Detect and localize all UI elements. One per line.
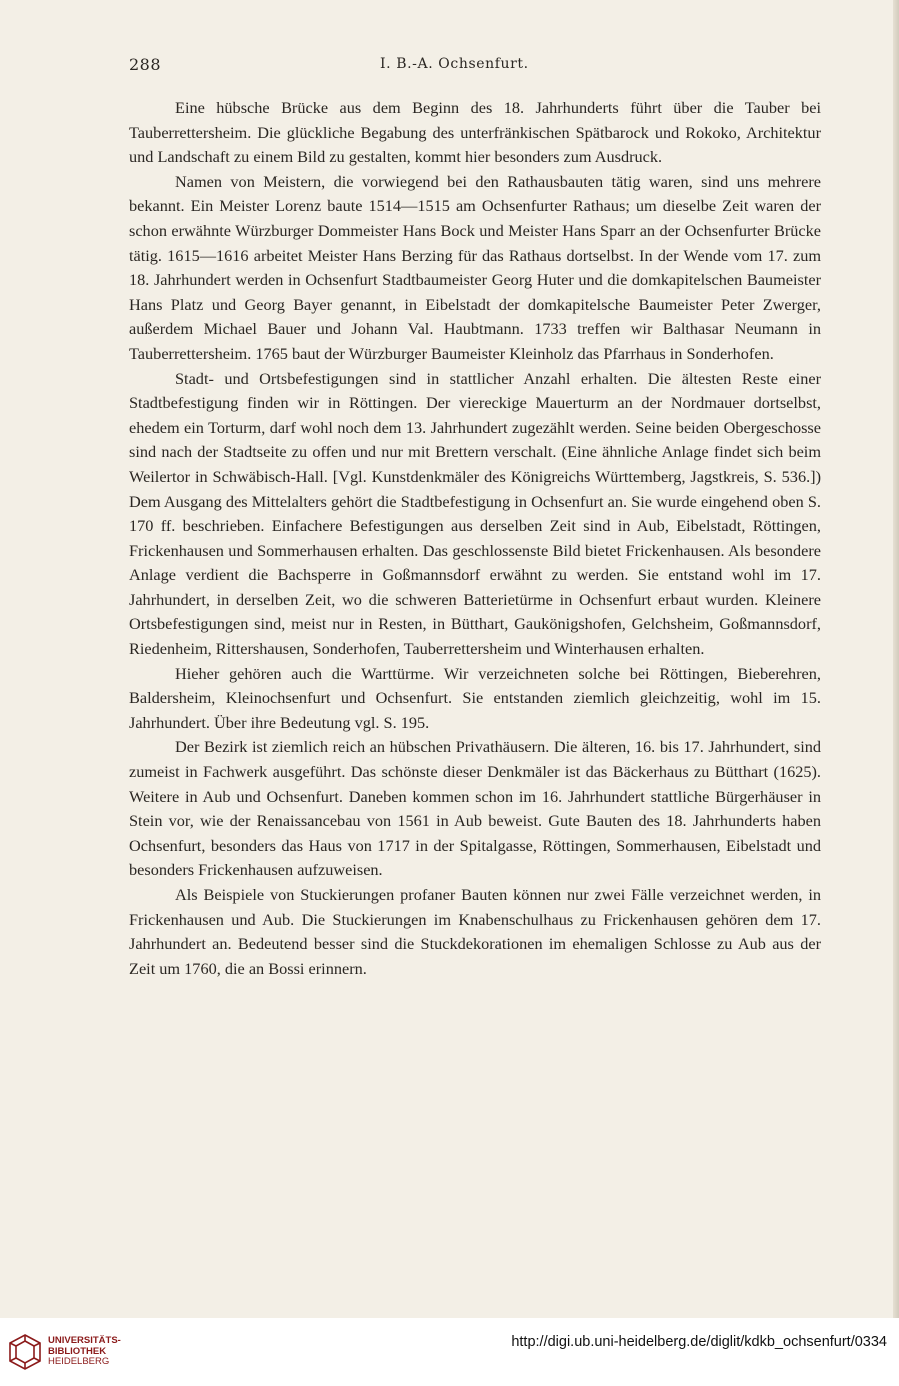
source-url-link[interactable]: http://digi.ub.uni-heidelberg.de/diglit/kdkb_ochsenfurt/0334 [511,1334,887,1350]
footer-bar [0,1318,899,1386]
page-edge-shadow [893,0,899,1318]
paragraph: Eine hübsche Brücke aus dem Beginn des 18. Jahrhunderts führt über die Tauber bei Tauberrettersheim. Die glückliche Begabung des unterfränkischen Spätbarock und Rokoko, Architektur und Landschaft zu einem Bild zu gestalten, kommt hier besonders zum Ausdruck. [129,98,821,167]
paragraph: Als Beispiele von Stuckierungen profaner Bauten können nur zwei Fälle verzeichnet werden, in Frickenhausen und Aub. Die Stuckierungen im Knabenschulhaus zu Frickenhausen gehören dem 17. Jahrhundert an. Bedeutend besser sind die Stuckdekorationen im ehemaligen Schlosse zu Aub aus der Zeit um 1760, die an Bossi erinnern. [129,885,821,978]
logo-line-2: BIBLIOTHEK [48,1345,107,1357]
logo-line-1: UNIVERSITÄTS- [48,1335,121,1347]
library-name [48,1336,121,1368]
page-number: 288 [129,55,162,74]
paragraph: Hieher gehören auch die Warttürme. Wir verzeichneten solche bei Röttingen, Bieberehren, Baldersheim, Kleinochsenfurt und Ochsenfurt. Sie entstanden ziemlich gleichzeitig, wohl im 15. Jahrhundert. Über ihre Bedeutung vgl. S. 195. [129,663,821,732]
heidelberg-library-logo-icon [8,1333,42,1371]
logo-line-3: HEIDELBERG [48,1356,110,1368]
paragraph: Namen von Meistern, die vorwiegend bei den Rathausbauten tätig waren, sind uns mehrere bekannt. Ein Meister Lorenz baute 1514—1515 am Ochsenfurter Rathaus; um dieselbe Zeit waren der schon erwähnte Würzburger Dommeister Hans Bock und Meister Hans Sparr an der Ochsenfurter Brücke tätig. 1615—1616 arbeitet Meister Hans Berzing für das Rathaus dortselbst. In der Wende vom 17. zum 18. Jahrhundert werden in Ochsenfurt Stadtbaumeister Georg Huter und die domkapitelschen Baumeister Hans Platz und Georg Bayer genannt, in Eibelstadt der domkapitelsche Baumeister Peter Zwerger, außerdem Michael Bauer und Johann Val. Haubtmann. 1733 treffen wir Balthasar Neumann in Tauberrettersheim. 1765 baut der Würzburger Baumeister Kleinholz das Pfarrhaus in Sonderhofen. [129,171,821,363]
paragraph: Stadt- und Ortsbefestigungen sind in stattlicher Anzahl erhalten. Die ältesten Reste einer Stadtbefestigung finden wir in Röttingen. Der viereckige Mauerturm an der Nordmauer dortselbst, ehedem ein Torturm, darf wohl noch dem 13. Jahrhundert zugezählt werden. Seine beiden Obergeschosse sind nach der Stadtseite zu offen und nur mit Brettern verschalt. (Eine ähnliche Anlage findet sich beim Weilertor in Schwäbisch-Hall. [Vgl. Kunstdenkmäler des Königreichs Württemberg, Jagstkreis, S. 536.]) Dem Ausgang des Mittelalters gehört die Stadtbefestigung in Ochsenfurt an. Sie wurde eingehend oben S. 170 ff. beschrieben. Einfachere Befestigungen aus derselben Zeit sind in Aub, Eibelstadt, Röttingen, Frickenhausen und Sommerhausen erhalten. Das geschlossenste Bild bietet Frickenhausen. Als besondere Anlage verdient die Bachsperre in Goßmannsdorf erwähnt zu werden. Sie entstand wohl im 17. Jahrhundert, in derselben Zeit, wo die schweren Batterietürme in Ochsenfurt erbaut wurden. Kleinere Ortsbefestigungen sind, meist nur in Resten, in Bütthart, Gaukönigshofen, Gelchsheim, Goßmannsdorf, Riedenheim, Rittershausen, Sonderhofen, Tauberrettersheim und Winterhausen erhalten. [129,368,821,659]
library-logo[interactable] [8,1330,158,1374]
body-text [129,96,821,981]
paragraph: Der Bezirk ist ziemlich reich an hübschen Privathäusern. Die älteren, 16. bis 17. Jahrhundert, sind zumeist in Fachwerk ausgeführt. Das schönste dieser Denkmäler ist das Bäckerhaus zu Bütthart (1625). Weitere in Aub und Ochsenfurt. Daneben kommen schon im 16. Jahrhundert stattliche Bürgerhäuser in Stein vor, wie der Renaissancebau von 1561 in Aub beweist. Gute Bauten des 18. Jahrhunderts haben Ochsenfurt, besonders das Haus von 1717 in der Spitalgasse, Röttingen, Sommerhausen, Eibelstadt und besonders Frickenhausen aufzuweisen. [129,737,821,880]
running-title: I. B.-A. Ochsenfurt. [380,56,529,72]
